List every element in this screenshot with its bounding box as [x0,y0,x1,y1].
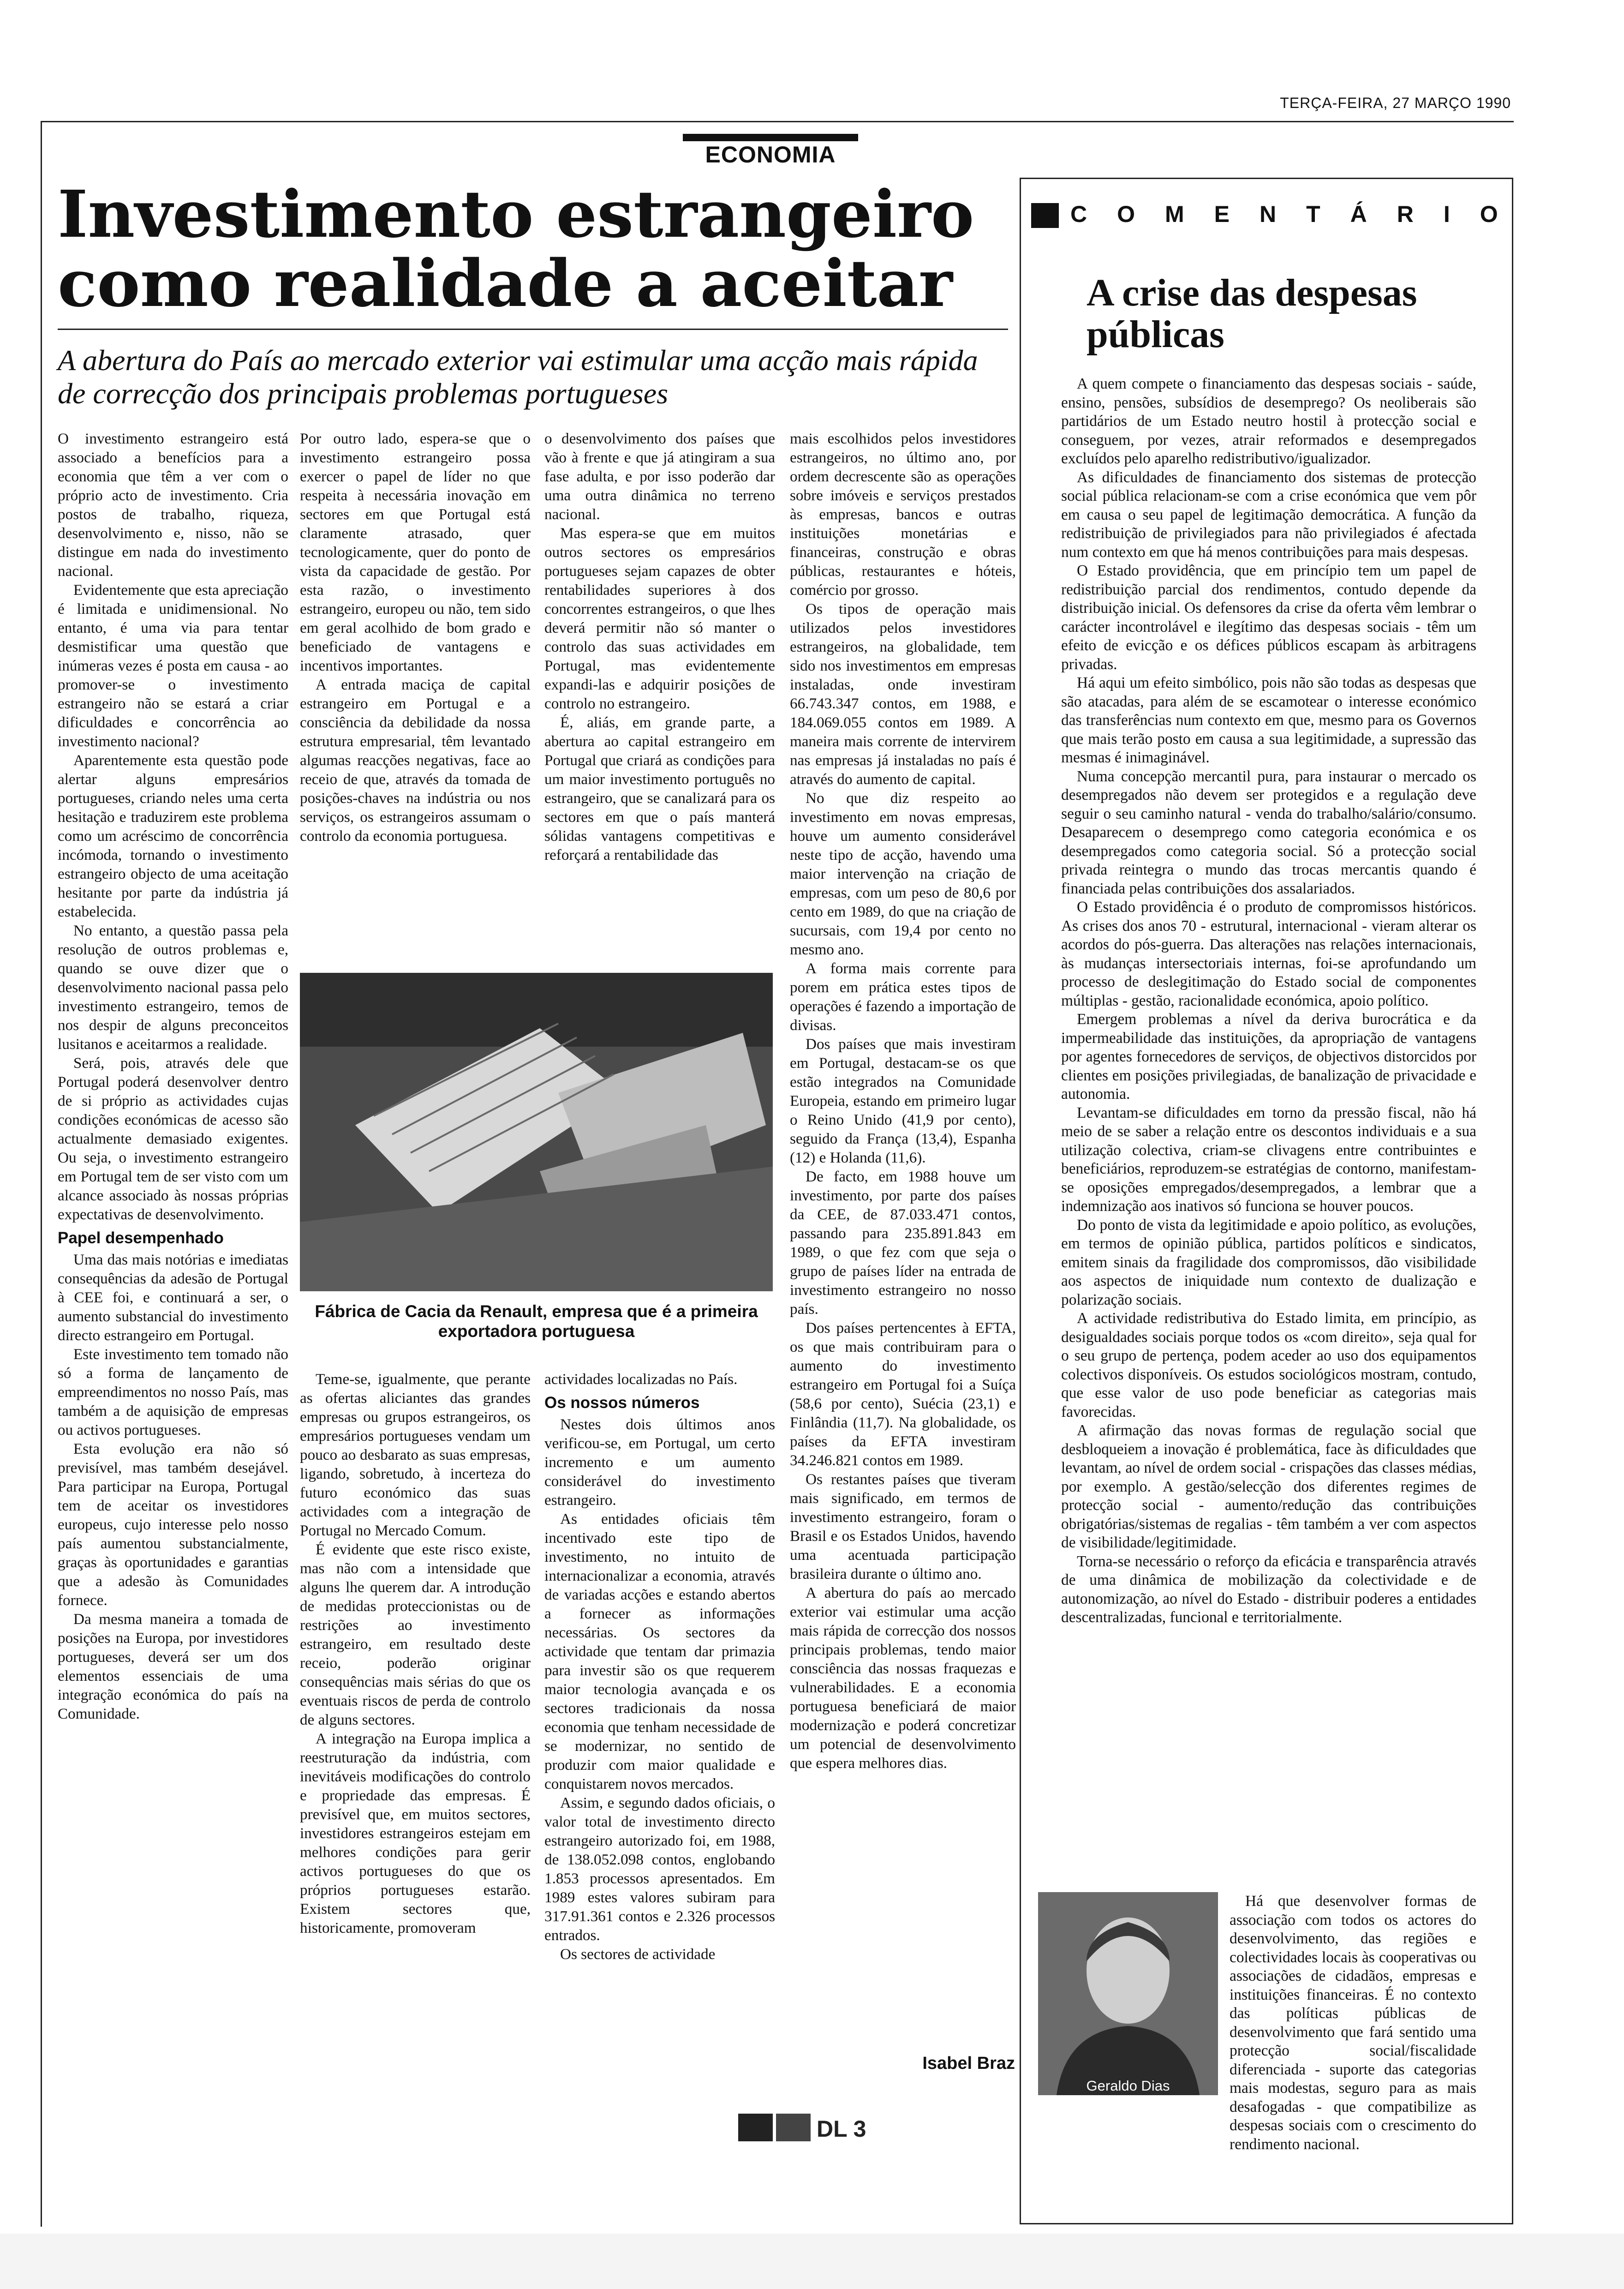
paragraph: A afirmação das novas formas de regulação social que desbloqueiem a inovação é problemática, face às dificuldades que levantam, ao nível de ordem social - crispações das classes médias, por exemplo. A gestão/selecção dos diferentes regimes de protecção social - aumento/redução das contribuições obrigatórias/sistemas de regalias - têm também a ver com aspectos de visibilidade/legitimidade. [1061,1422,1476,1551]
paragraph: Emergem problemas a nível da deriva burocrática e da impermeabilidade das instituições, da apropriação de vantagens por agentes fornecedores de serviços, de objectivos distorcidos por clientes em posições privilegiadas, de banalização de privacidade e autonomia. [1061,1011,1476,1103]
paragraph: No entanto, a questão passa pela resolução de outros problemas e, quando se ouve dizer que o desenvolvimento nacional passa pelo investimento estrangeiro, temos de nos despir de alguns preconceitos lusitanos e aceitarmos a realidade. [58,922,288,1053]
factory-aerial-photo [300,973,773,1291]
paragraph: A abertura do país ao mercado exterior vai estimular uma acção mais rápida de correcção dos nossos principais problemas, tendo maior consciência das nossas fraquezas e vulnerabilidades. E a economia portuguesa beneficiará de maior modernização e poderá concretizar um potencial de desenvolvimento que espera melhores dias. [790,1584,1016,1772]
subheading-numeros: Os nossos números [544,1394,700,1412]
paragraph: A actividade redistributiva do Estado limita, em princípio, as desigualdades sociais porque todos os «com direito», seja qual for o seu grupo de pertença, podem aceder ao uso dos equipamentos colectivos disponíveis. Os estudos sociológicos mostram, contudo, que esse valor de uso pode beneficiar as categorias mais favorecidas. [1061,1310,1476,1420]
comment-body [1061,375,1476,1627]
paragraph: A integração na Europa implica a reestruturação da indústria, com inevitáveis modificações do controlo e propriedade das empresas. É previsível que, em muitos sectores, investidores estrangeiros estejam em melhores condições para gerir activos portugueses do que os próprios portugueses estarão. Existem sectores que, historicamente, promoveram [300,1730,531,1936]
paragraph: As entidades oficiais têm incentivado este tipo de investimento, no intuito de internacionalizar a economia, através de variadas acções e estando abertos a fornecer as informações necessárias. Os sectores da actividade que tentam dar primazia para investir são os que requerem maior tecnologia avançada e os sectores tradicionais da nossa economia que tenham necessidade de se modernizar, no sentido de produzir com maior qualidade e conquistarem novos mercados. [544,1510,775,1792]
bottom-margin [0,2234,1624,2289]
paragraph: Dos países pertencentes à EFTA, os que mais contribuiram para o aumento do investimento estrangeiro em Portugal foi a Suíça (58,6 por cento), Suécia (23,1) e Finlândia (11,7). Na globalidade, os países da EFTA investiram 34.246.821 contos em 1989. [790,1319,1016,1469]
paragraph: Mas espera-se que em muitos outros sectores os empresários portugueses sejam capazes de obter rentabilidades superiores à dos concorrentes estrangeiros, o que lhes deverá permitir não só manter o controlo das suas actividades em Portugal, mas evidentemente expandi-las e adquirir posições de controlo no estrangeiro. [544,525,775,712]
paragraph: Este investimento tem tomado não só a forma de lançamento de empreendimentos no nosso País, mas também a de aquisição de empresas ou activos portugueses. [58,1346,288,1438]
page-number-logo [738,2111,866,2144]
paragraph: O Estado providência, que em princípio tem um papel de redistribuição parcial dos rendimentos, contudo depende da distribuição inicial. Os defensores da crise da oferta vêm lembrar o carácter incontrolável e ilegítimo das despesas sociais - têm um efeito de evicção e os défices públicos escapam às arbitragens privadas. [1061,562,1476,673]
paragraph: Por outro lado, espera-se que o investimento estrangeiro possa exercer o papel de líder no que respeita à necessária inovação em sectores em que Portugal está claramente atrasado, quer tecnologicamente, quer do ponto de vista da capacidade de gestão. Por esta razão, o investimento estrangeiro, europeu ou não, tem sido em geral acolhido de bom grado e beneficiado de vantagens e incentivos importantes. [300,430,531,674]
paragraph: Teme-se, igualmente, que perante as ofertas aliciantes das grandes empresas ou grupos estrangeiros, os empresários portugueses vendam um pouco ao desbarato as suas empresas, ligando, sobretudo, à incerteza do futuro económico das suas actividades com a integração de Portugal no Mercado Comum. [300,1371,531,1539]
paragraph: o desenvolvimento dos países que vão à frente e que já atingiram a sua fase adulta, e por isso poderão dar uma outra dinâmica no terreno nacional. [544,430,775,523]
comment-marker [1031,203,1059,228]
paragraph: É evidente que este risco existe, mas não com a intensidade que alguns lhe querem dar. A introdução de medidas proteccionistas ou de restrições ao investimento estrangeiro, em resultado deste receio, poderão originar consequências mais sérias do que os eventuais riscos de perda de controlo de alguns sectores. [300,1541,531,1728]
paragraph: Numa concepção mercantil pura, para instaurar o mercado os desempregados não devem ser protegidos e a regulação deve seguir o seu caminho natural - venda do trabalho/salário/consumo. Desaparecem o desemprego como categoria económica e os desempregados como categoria social. Só a protecção social privada reintegra o mundo das trocas mercantis quando é financiada pelas contribuições dos assalariados. [1061,767,1476,897]
article-column-1 [58,429,288,1723]
photo-caption: Fábrica de Cacia da Renault, empresa que é a primeira exportadora portuguesa [315,1302,758,1341]
paragraph: Nestes dois últimos anos verificou-se, em Portugal, um certo incremento e um aumento considerável do investimento estrangeiro. [544,1416,775,1509]
paragraph: A entrada maciça de capital estrangeiro em Portugal e a consciência da debilidade da nossa estrutura empresarial, têm levantado algumas reacções negativas, face ao receio de que, através da tomada de posições-chaves na indústria ou nos serviços, os estrangeiros assumam o controlo da economia portuguesa. [300,676,531,845]
paragraph: actividades localizadas no País. [544,1371,738,1388]
article-column-2 [300,429,531,845]
paragraph: É, aliás, em grande parte, a abertura ao capital estrangeiro em Portugal que criará as condições para um maior investimento português no estrangeiro, que se canalizará para os sectores em que o país manterá sólidas vantagens competitivas e reforçará a rentabilidade das [544,714,775,863]
paragraph: De facto, em 1988 houve um investimento, por parte dos países da CEE, de 87.033.471 contos, passando para 235.891.843 em 1989, o que fez com que seja o grupo de países líder na entrada de investimento estrangeiro no nosso país. [790,1168,1016,1318]
headline-rule [58,329,1008,330]
paragraph: Assim, e segundo dados oficiais, o valor total de investimento directo estrangeiro autorizado foi, em 1988, de 138.052.098 contos, englobando 1.853 processos apresentados. Em 1989 estes valores subiram para 317.91.361 contos e 2.326 processos entrados. [544,1794,775,1944]
paragraph: mais escolhidos pelos investidores estrangeiros, no último ano, por ordem decrescente são as operações sobre imóveis e serviços prestados às empresas, bancos e outras instituições monetárias e financeiras, construção e obras públicas, restaurantes e hóteis, comércio por grosso. [790,430,1016,599]
article-headline: Investimento estrangeiro como realidade a aceitar [58,177,974,322]
paragraph: As dificuldades de financiamento dos sistemas de protecção social pública relacionam-se com a crise económica que vem pôr em causa o seu papel de legitimação democrática. A função da redistribuição de privilegiados para não privilegiados é afectada num contexto em que há menos contribuições para mais despesas. [1061,468,1476,561]
paragraph: Do ponto de vista da legitimidade e apoio político, as evoluções, em termos de opinião pública, partidos políticos e sindicatos, emitem sinais da fragilidade dos compromissos, dão visibilidade aos aspectos de iniquidade num contexto de dualização e polarização sociais. [1061,1216,1476,1308]
paragraph: A quem compete o financiamento das despesas sociais - saúde, ensino, pensões, subsídios de desemprego? Os neoliberais são partidários de um Estado neutro hostil à protecção social e conseguem, por vezes, atrair reformados e desempregados excluídos pelo aparelho redistributivo/igualizador. [1061,375,1476,467]
paragraph: O investimento estrangeiro está associado a benefícios para a economia que têm a ver com o próprio acto de investimento. Cria postos de trabalho, riqueza, desenvolvimento e, nisso, não se distingue em nada do investimento nacional. [58,430,288,580]
paragraph: Será, pois, através dele que Portugal poderá desenvolver dentro de si próprio as actividades cujas condições económicas de acesso são actualmente demasiado exigentes. Ou seja, o investimento estrangeiro em Portugal tem de ser visto com um alcance associado às nossas próprias expectativas de desenvolvimento. [58,1055,288,1223]
paragraph: No que diz respeito ao investimento em novas empresas, houve um aumento considerável neste tipo de acção, havendo uma maior intervenção na criação de empresas, com um peso de 80,6 por cento em 1989, do que na criação de sucursais, com 19,4 por cento no mesmo ano. [790,790,1016,958]
paragraph: Torna-se necessário o reforço da eficácia e transparência através de uma dinâmica de mobilização da colectividade e de autonomização, ao nível do Estado - distribuir poderes a entidades descentralizadas, funcional e territorialmente. [1061,1552,1476,1626]
article-column-3 [544,429,775,864]
dateline: TERÇA-FEIRA, 27 MARÇO 1990 [1280,95,1511,111]
paragraph: Da mesma maneira a tomada de posições na Europa, por investidores portugueses, deverá ser um dos elementos essenciais de uma integração económica do país na Comunidade. [58,1611,288,1722]
comment-label: COMENTÁRIO [1070,201,1528,227]
paragraph: Dos países que mais investiram em Portugal, destacam-se os que estão integrados na Comunidade Europeia, estando em primeiro lugar o Reino Unido (41,9 por cento), seguido da França (13,4), Espanha (12) e Holanda (11,6). [790,1036,1016,1166]
paragraph: Os tipos de operação mais utilizados pelos investidores estrangeiros, na globalidade, tem sido nos investimentos em empresas instaladas, onde investiram 66.743.347 contos, em 1988, e 184.069.055 contos em 1989. A maneira mais corrente de intervirem nas empresas já instaladas no país é através do aumento de capital. [790,600,1016,788]
paragraph: Há aqui um efeito simbólico, pois não são todas as despesas que são atacadas, para além de se escamotear o interesse económico das transferências num contexto em que, mesmo para os Governos que mais terão posto em causa a sua legitimidade, a supressão das mesmas é inimaginável. [1061,674,1476,766]
paragraph: Evidentemente que esta apreciação é limitada e unidimensional. No entanto, é uma via para tentar desmistificar uma questão que inúmeras vezes é posta em causa - ao promover-se o investimento estrangeiro não se estará a criar dificuldades e concorrência ao investimento nacional? [58,581,288,750]
subheading-papel: Papel desempenhado [58,1229,224,1247]
paragraph: Levantam-se dificuldades em torno da pressão fiscal, não há meio de se saber a relação entre os descontos individuais e a sua utilização colectiva, criam-se clivagens entre contribuintes e beneficiários, reproduzem-se estratégias de contorno, manifestam-se oposições empregados/desempregados, a lembrar que a indemnização aos inativos só funciona se houver poucos. [1061,1104,1476,1215]
paragraph: O Estado providência é o produto de compromissos históricos. As crises dos anos 70 - estrutural, internacional - vieram alterar os acordos do pós-guerra. Das alterações nas relações internacionais, às mudanças intersectoriais internas, foi-se aprofundando um processo de deslegitimação do Estado social de componentes múltiplas - gestão, racionalidade económica, apoio político. [1061,899,1476,1009]
paragraph: Esta evolução era não só previsível, mas também desejável. Para participar na Europa, Portugal tem de aceitar os investidores europeus, cujo interesse pelo nosso país aumentou substancialmente, graças às oportunidades e garantias que a adesão às Comunidades fornece. [58,1440,288,1609]
paragraph: Uma das mais notórias e imediatas consequências da adesão de Portugal à CEE foi, e continuará a ser, o aumento substancial do investimento directo estrangeiro em Portugal. [58,1251,288,1344]
article-standfirst: A abertura do País ao mercado exterior vai estimular uma acção mais rápida de correcção dos principais problemas portugueses [58,344,978,410]
comment-title: A crise das despesas públicas [1087,271,1417,356]
author-portrait [1038,1892,1218,2095]
paragraph: Há que desenvolver formas de associação com todos os actores do desenvolvimento, das regiões e colectividades locais às cooperativas ou associações de cidadãos, empresas e instituições financeiras. É no contexto das políticas públicas de desenvolvimento que fará sentido uma protecção social/fiscalidade diferenciada - suporte das categorias mais modestas, seguro para as mais desafogadas - que compatibilize as despesas sociais com o crescimento do rendimento nacional. [1230,1893,1476,2153]
paragraph: Aparentemente esta questão pode alertar alguns empresários portugueses, criando neles uma certa hesitação e traduzirem este problema como um acréscimo de concorrência incómoda, tornando o investimento estrangeiro objecto de uma aceitação hesitante por parte da indústria já estabelecida. [58,752,288,920]
comment-body-continued [1230,1892,1476,2154]
article-column-2-continued [300,1370,531,1937]
section-label: ECONOMIA [683,134,858,168]
article-column-4 [790,429,1016,1773]
author-name: Geraldo Dias [1086,2078,1170,2094]
byline: Isabel Braz [922,2054,1015,2073]
paragraph: Os sectores de actividade [560,1946,716,1963]
page-mark: DL 3 [817,2116,866,2142]
paragraph: A forma mais corrente para porem em prática estes tipos de operações é fazendo a importação de divisas. [790,960,1016,1034]
paragraph: Os restantes países que tiveram mais significado, em termos de investimento estrangeiro, foram o Brasil e os Estados Unidos, havendo uma acentuada participação brasileira durante o último ano. [790,1471,1016,1582]
article-column-3-continued [544,1370,775,1964]
